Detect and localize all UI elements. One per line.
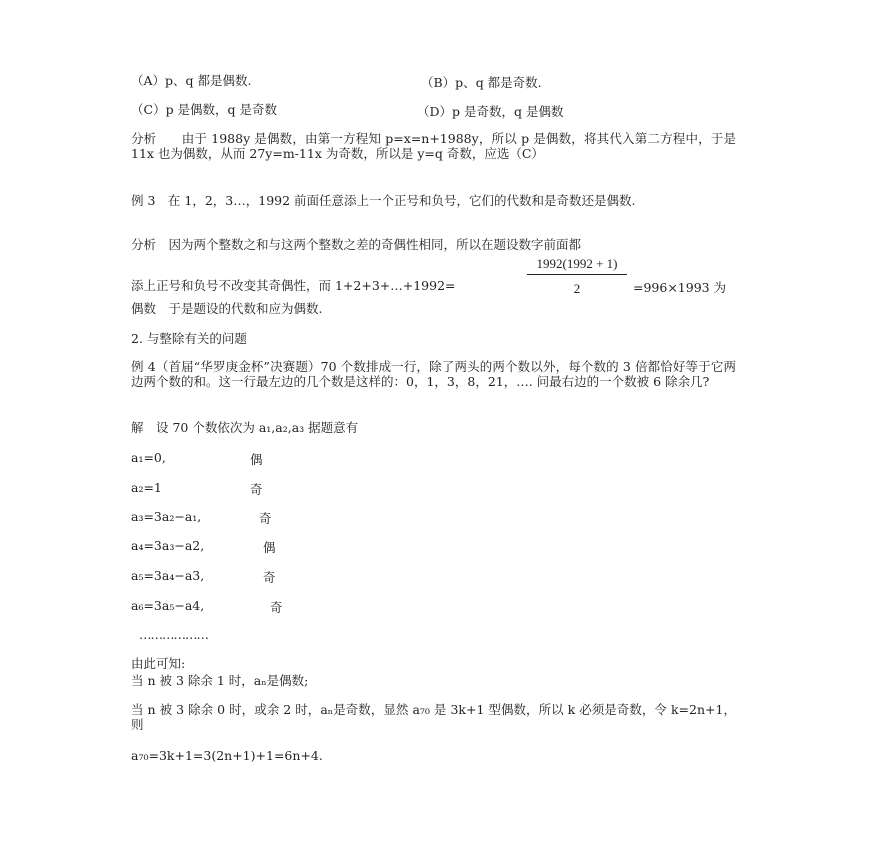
conclusion-intro: 由此可知: — [131, 656, 186, 671]
analysis-2-line-3: 偶数 于是题设的代数和应为偶数. — [131, 301, 323, 316]
solution-intro: 解 设 70 个数依次为 a₁,a₂,a₃ 据题意有 — [131, 420, 359, 435]
analysis-2-line-1: 分析 因为两个整数之和与这两个整数之差的奇偶性相同，所以在题设数字前面都 — [131, 237, 582, 252]
option-d: （D）p 是奇数，q 是偶数 — [417, 104, 564, 119]
option-b: （B）p、q 都是奇数. — [421, 75, 542, 90]
sequence-parity: 偶 — [263, 540, 276, 555]
ellipsis: ……………… — [139, 627, 208, 642]
example-3: 例 3 在 1，2，3…，1992 前面任意添上一个正号和负号，它们的代数和是奇数还是偶数. — [131, 193, 636, 208]
sequence-expr: a₃=3a₂−a₁, — [131, 509, 202, 524]
fraction — [527, 256, 627, 297]
sequence-parity: 奇 — [259, 511, 272, 526]
conclusion-2: 当 n 被 3 除余 0 时，或余 2 时，aₙ是奇数，显然 a₇₀ 是 3k+1 型偶数，所以 k 必须是奇数，令 k=2n+1，则 — [131, 702, 736, 732]
example-4: 例 4（首届“华罗庚金杯”决赛题）70 个数排成一行，除了两头的两个数以外，每个数的 3 倍都恰好等于它两边两个数的和。这一行最左边的几个数是这样的：0，1，3，8，21，…. 问最右边的一个数被 6 除余几? — [131, 359, 736, 389]
analysis-paragraph-1: 分析 由于 1988y 是偶数，由第一方程知 p=x=n+1988y，所以 p 是偶数，将其代入第二方程中，于是 11x 也为偶数，从而 27y=m-11x 为奇数，所以是 y=q 奇数，应选（C） — [131, 131, 736, 161]
sequence-parity: 偶 — [250, 452, 263, 467]
option-c: （C）p 是偶数，q 是奇数 — [131, 102, 278, 117]
sequence-expr: a₂=1 — [131, 480, 162, 495]
conclusion-1: 当 n 被 3 除余 1 时，aₙ是偶数; — [131, 673, 309, 688]
section-heading: 2. 与整除有关的问题 — [131, 331, 247, 346]
sequence-parity: 奇 — [250, 482, 263, 497]
fraction-numerator: 1992(1992 + 1) — [527, 256, 627, 275]
analysis-2-result: =996×1993 为 — [633, 280, 727, 295]
option-a: （A）p、q 都是偶数. — [131, 73, 252, 88]
sequence-parity: 奇 — [270, 600, 283, 615]
sequence-expr: a₅=3a₄−a3, — [131, 568, 205, 583]
sequence-expr: a₄=3a₃−a2, — [131, 538, 205, 553]
sequence-parity: 奇 — [263, 570, 276, 585]
sequence-expr: a₆=3a₅−a4, — [131, 598, 205, 613]
final-formula: a₇₀=3k+1=3(2n+1)+1=6n+4. — [131, 748, 323, 763]
sequence-expr: a₁=0, — [131, 450, 166, 465]
fraction-denominator: 2 — [573, 281, 581, 296]
analysis-2-line-2: 添上正号和负号不改变其奇偶性，而 1+2+3+…+1992= — [131, 278, 456, 293]
